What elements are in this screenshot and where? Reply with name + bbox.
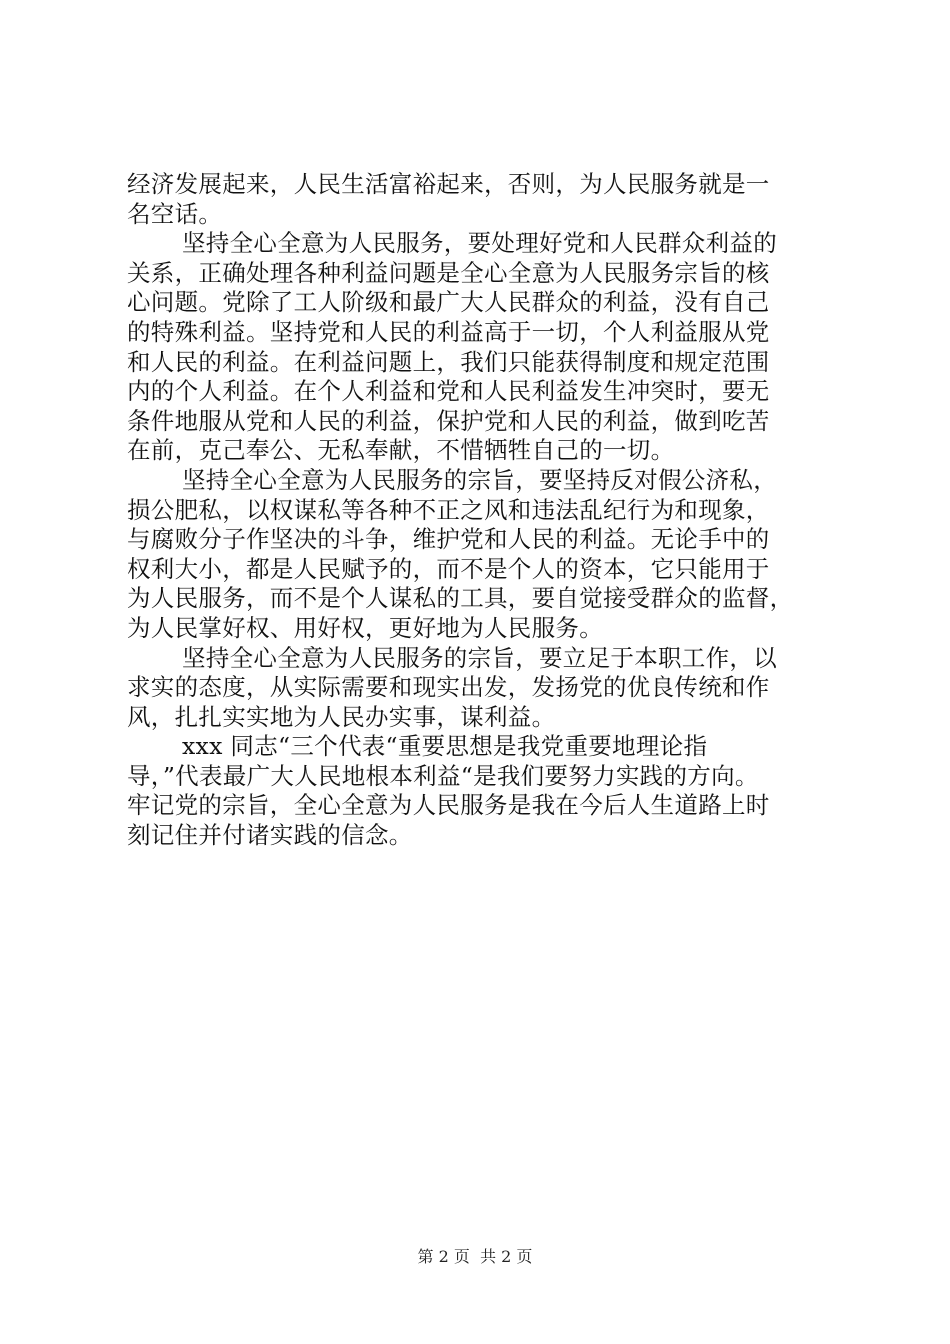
text-line: 名空话。 — [127, 199, 223, 228]
page-number: 第 2 页 共 2 页 — [417, 1247, 533, 1266]
text-line: 为人民服务，而不是个人谋私的工具，要自觉接受群众的监督， — [127, 584, 794, 613]
text-line: 损公肥私，以权谋私等各种不正之风和违法乱纪行为和现象， — [127, 495, 770, 524]
text-line: xxx 同志“三个代表“重要思想是我党重要地理论指 — [182, 732, 708, 761]
text-line: 关系，正确处理各种利益问题是全心全意为人民服务宗旨的核 — [127, 258, 770, 287]
text-line: 与腐败分子作坚决的斗争，维护党和人民的利益。无论手中的 — [127, 525, 770, 554]
document-body — [127, 170, 839, 851]
text-line: 的特殊利益。坚持党和人民的利益高于一切，个人利益服从党 — [127, 317, 770, 346]
text-line: 心问题。党除了工人阶级和最广大人民群众的利益，没有自己 — [127, 288, 770, 317]
paragraph — [127, 732, 839, 850]
text-line: 刻记住并付诸实践的信念。 — [127, 821, 413, 850]
text-line: 在前，克己奉公、无私奉献，不惜牺牲自己的一切。 — [127, 436, 675, 465]
text-line: 经济发展起来，人民生活富裕起来，否则，为人民服务就是一 — [127, 170, 770, 198]
paragraph — [127, 229, 839, 466]
text-line: 内的个人利益。在个人利益和党和人民利益发生冲突时，要无 — [127, 377, 770, 406]
text-line: 坚持全心全意为人民服务的宗旨，要坚持反对假公济私， — [182, 465, 777, 494]
text-line: 为人民掌好权、用好权，更好地为人民服务。 — [127, 613, 603, 642]
paragraph — [127, 170, 839, 229]
text-line: 导，”代表最广大人民地根本利益“是我们要努力实践的方向。 — [127, 761, 759, 790]
paragraph — [127, 466, 839, 644]
text-line: 牢记党的宗旨，全心全意为人民服务是我在今后人生道路上时 — [127, 791, 770, 820]
text-line: 条件地服从党和人民的利益，保护党和人民的利益，做到吃苦 — [127, 406, 770, 435]
text-line: 和人民的利益。在利益问题上，我们只能获得制度和规定范围 — [127, 347, 770, 376]
text-line: 坚持全心全意为人民服务的宗旨，要立足于本职工作，以 — [182, 643, 777, 672]
page-footer — [0, 1244, 950, 1267]
text-line: 求实的态度，从实际需要和现实出发，发扬党的优良传统和作 — [127, 673, 770, 702]
text-line: 风，扎扎实实地为人民办实事，谋利益。 — [127, 702, 556, 731]
text-line: 坚持全心全意为人民服务，要处理好党和人民群众利益的 — [182, 229, 777, 258]
text-line: 权利大小，都是人民赋予的，而不是个人的资本，它只能用于 — [127, 554, 770, 583]
paragraph — [127, 644, 839, 733]
